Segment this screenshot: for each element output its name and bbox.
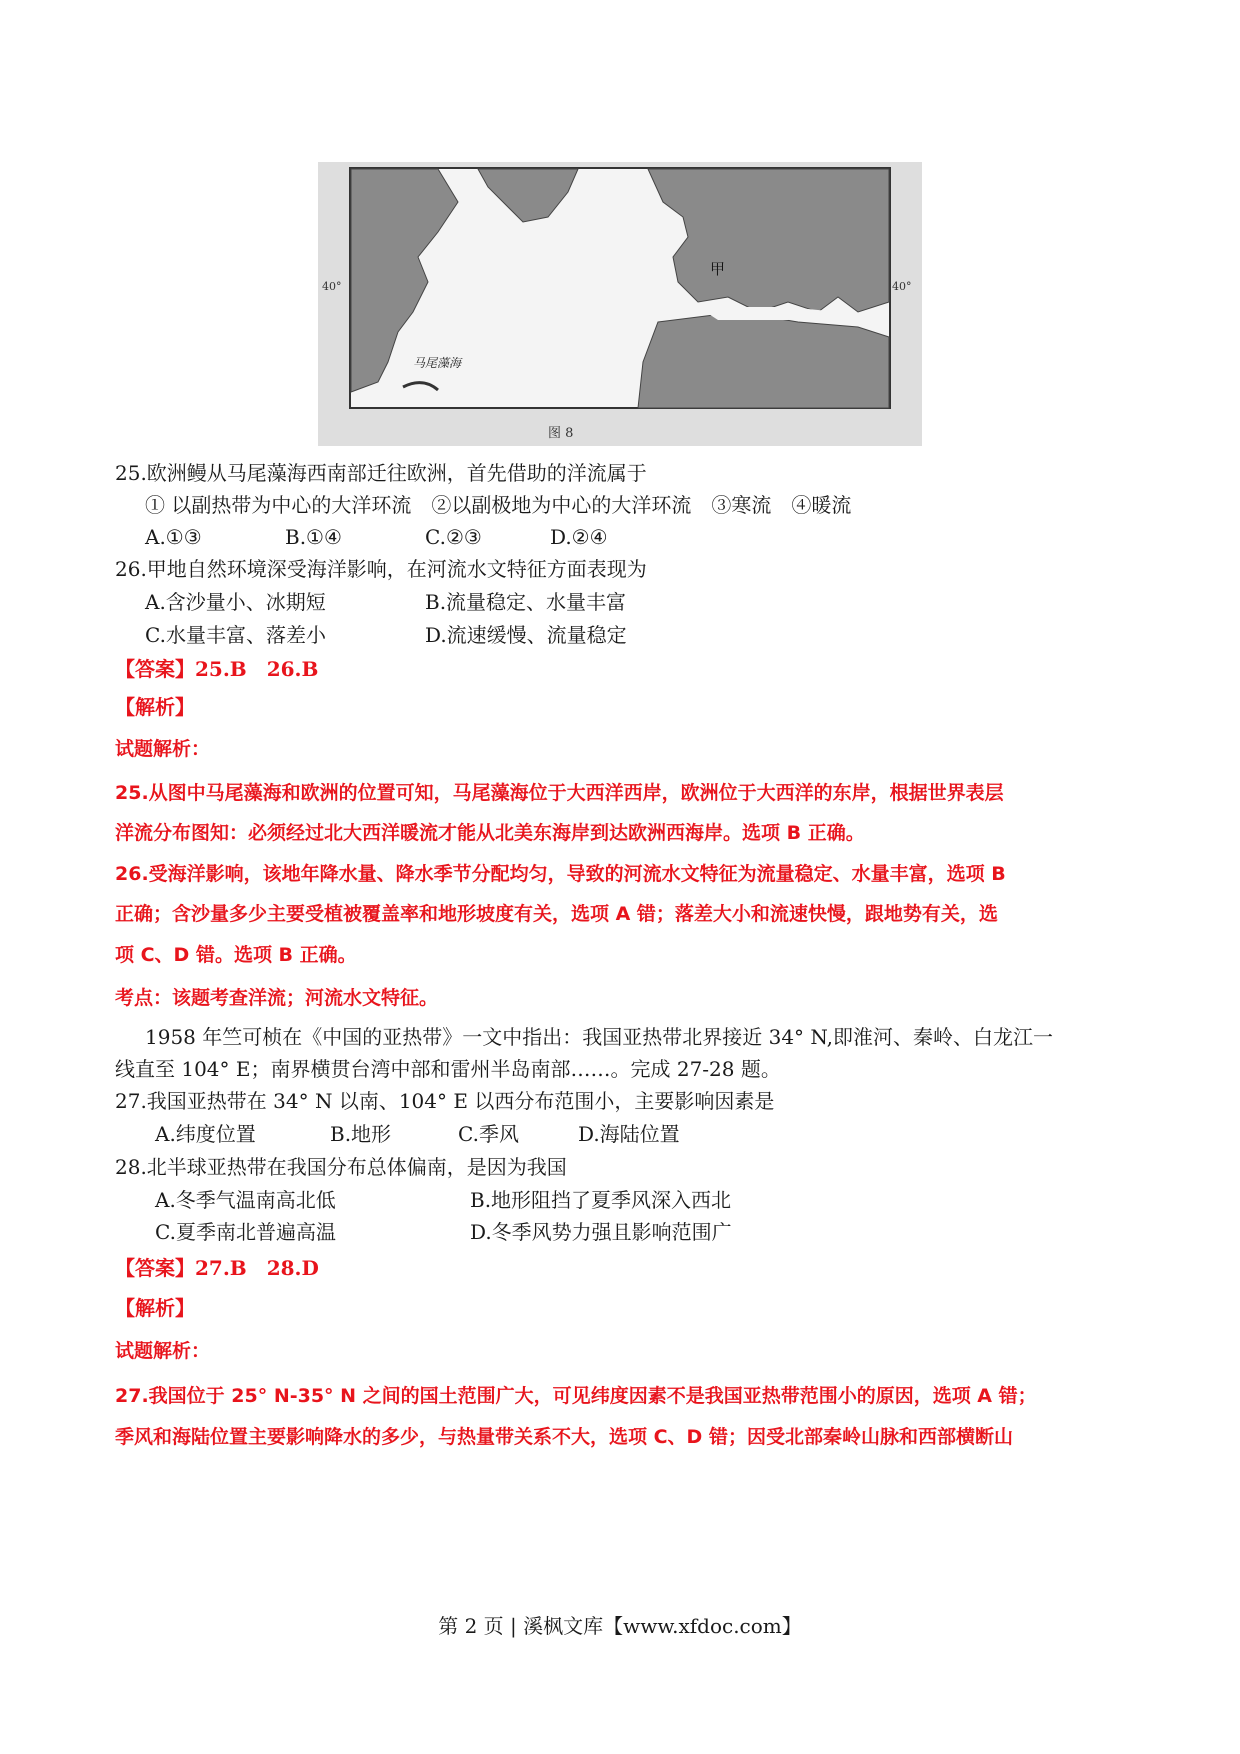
- answer-text: 27.B 28.D: [195, 1256, 319, 1280]
- q26-option-d: D.流速缓慢、流量稳定: [425, 623, 627, 647]
- figure-map: [318, 162, 922, 446]
- answer-block-2: [115, 1255, 319, 1281]
- q25-items: ① 以副热带为中心的大洋环流 ②以副极地为中心的大洋环流 ③寒流 ④暖流: [145, 493, 852, 517]
- lat-label-right: 40°: [892, 280, 912, 293]
- kaodian: 考点：该题考查洋流；河流水文特征。: [115, 987, 439, 1009]
- atlantic-map: [318, 162, 922, 446]
- explanation-line: 洋流分布图知：必须经过北大西洋暖流才能从北美东海岸到达欧洲西海岸。选项 B 正确。: [115, 822, 865, 844]
- q26-option-c: C.水量丰富、落差小: [145, 623, 326, 647]
- explanation-line: 26.受海洋影响，该地年降水量、降水季节分配均匀，导致的河流水文特征为流量稳定、水量丰富，选项 B: [115, 863, 1006, 885]
- q25-option-c: C.②③: [425, 525, 482, 549]
- lat-label-left: 40°: [322, 280, 342, 293]
- q27-option-d: D.海陆位置: [578, 1122, 680, 1146]
- q25-stem: 25.欧洲鳗从马尾藻海西南部迁往欧洲，首先借助的洋流属于: [115, 461, 647, 485]
- shiti-label-2: 试题解析：: [115, 1340, 211, 1362]
- figure-caption: 图 8: [548, 426, 574, 441]
- q25-option-a: A.①③: [145, 525, 202, 549]
- passage-line: 1958 年竺可桢在《中国的亚热带》一文中指出：我国亚热带北界接近 34° N,即淮河、秦岭、白龙江一: [145, 1025, 1053, 1049]
- jiexi-label-2: 【解析】: [115, 1296, 195, 1320]
- passage-line: 线直至 104° E；南界横贯台湾中部和雷州半岛南部……。完成 27-28 题。: [115, 1057, 781, 1081]
- q28-option-a: A.冬季气温南高北低: [155, 1188, 336, 1212]
- answer-text: 25.B 26.B: [195, 657, 319, 681]
- q27-option-b: B.地形: [330, 1122, 392, 1146]
- q26-option-a: A.含沙量小、冰期短: [145, 590, 326, 614]
- q25-option-d: D.②④: [550, 525, 608, 549]
- answer-block-1: [115, 656, 318, 682]
- q26-option-b: B.流量稳定、水量丰富: [425, 590, 627, 614]
- explanation-line: 项 C、D 错。选项 B 正确。: [115, 944, 357, 966]
- q28-stem: 28.北半球亚热带在我国分布总体偏南，是因为我国: [115, 1155, 567, 1179]
- q25-option-b: B.①④: [285, 525, 342, 549]
- answer-label: 【答案】: [115, 657, 195, 681]
- explanation-line: 27.我国位于 25° N-35° N 之间的国土范围广大，可见纬度因素不是我国亚热带范围小的原因，选项 A 错；: [115, 1385, 1037, 1407]
- q28-option-c: C.夏季南北普遍高温: [155, 1220, 336, 1244]
- q27-option-c: C.季风: [458, 1122, 519, 1146]
- q28-option-d: D.冬季风势力强且影响范围广: [470, 1220, 732, 1244]
- explanation-line: 25.从图中马尾藻海和欧洲的位置可知，马尾藻海位于大西洋西岸，欧洲位于大西洋的东岸，根据世界表层: [115, 782, 1004, 804]
- q26-stem: 26.甲地自然环境深受海洋影响，在河流水文特征方面表现为: [115, 557, 647, 581]
- q28-option-b: B.地形阻挡了夏季风深入西北: [470, 1188, 732, 1212]
- page-footer: 第 2 页 | 溪枫文库【www.xfdoc.com】: [438, 1614, 802, 1638]
- jiexi-label-1: 【解析】: [115, 695, 195, 719]
- q27-option-a: A.纬度位置: [155, 1122, 256, 1146]
- explanation-line: 正确；含沙量多少主要受植被覆盖率和地形坡度有关，选项 A 错；落差大小和流速快慢，跟地势有关，选: [115, 903, 998, 925]
- label-jia: 甲: [710, 260, 726, 278]
- explanation-line: 季风和海陆位置主要影响降水的多少，与热量带关系不大，选项 C、D 错；因受北部秦岭山脉和西部横断山: [115, 1426, 1013, 1448]
- shiti-label-1: 试题解析：: [115, 738, 211, 760]
- label-sargasso: 马尾藻海: [413, 356, 462, 370]
- answer-label: 【答案】: [115, 1256, 195, 1280]
- q27-stem: 27.我国亚热带在 34° N 以南、104° E 以西分布范围小，主要影响因素是: [115, 1089, 775, 1113]
